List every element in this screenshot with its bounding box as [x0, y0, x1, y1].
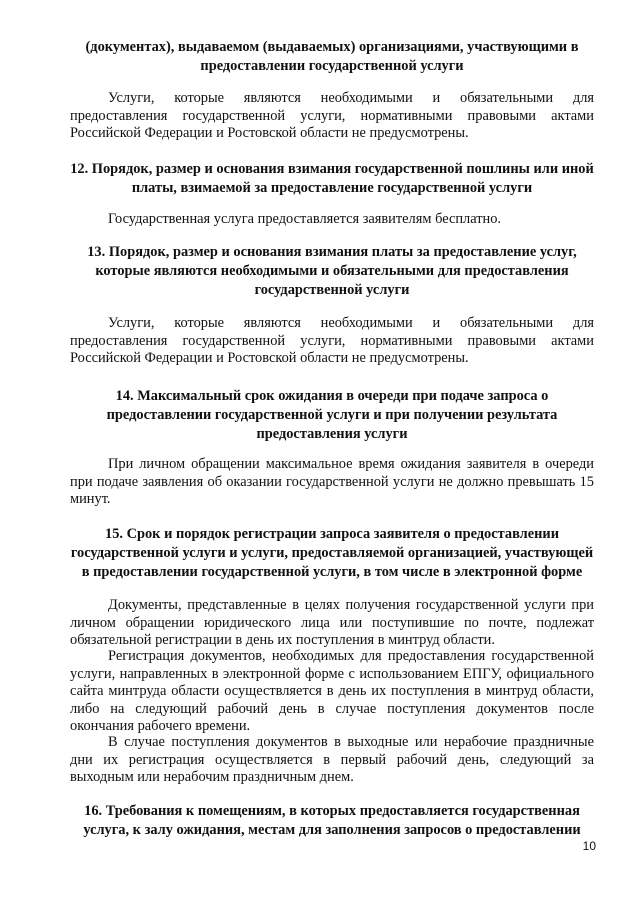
paragraph-11-services: Услуги, которые являются необходимыми и обязательными для предоставления государственной услуги, нормативными правовыми актами Российской Федерации и Ростовской области не предусмотрены. — [70, 90, 594, 142]
paragraph-14-queue-time: При личном обращении максимальное время ожидания заявителя в очереди при подаче заявления об оказании государственной услуги не должно превышать 15 минут. — [70, 456, 594, 508]
section-heading-13: 13. Порядок, размер и основания взимания платы за предоставление услуг, которые являются необходимыми и обязательными для предоставления государственной услуги — [87, 244, 577, 298]
paragraph-15-holidays: В случае поступления документов в выходные или нерабочие праздничные дни их регистрация осуществляется в первый рабочий день, следующий за выходным или нерабочим праздничным днем. — [70, 734, 594, 786]
section-heading-continuation: (документах), выдаваемом (выдаваемых) организациями, участвующими в предоставлении государственной услуги — [85, 39, 579, 74]
paragraph-13-services: Услуги, которые являются необходимыми и обязательными для предоставления государственной услуги, нормативными правовыми актами Российской Федерации и Ростовской области не предусмотрены. — [70, 315, 594, 367]
section-heading-16: 16. Требования к помещениям, в которых предоставляется государственная услуга, к залу ожидания, местам для заполнения запросов о предоставлении — [83, 803, 581, 838]
section-heading-15: 15. Срок и порядок регистрации запроса заявителя о предоставлении государственной услуги и услуги, предоставляемой организацией, участвующей в предоставлении государственной услуги, в том числе в электронной форме — [70, 526, 594, 580]
page-number: 10 — [582, 839, 596, 853]
paragraph-15-registration: Документы, представленные в целях получения государственной услуги при личном обращении юридического лица или поступившие по почте, подлежат обязательной регистрации в день их поступления в минтруд области. — [70, 597, 594, 649]
paragraph-12-free: Государственная услуга предоставляется заявителям бесплатно. — [108, 211, 502, 227]
section-heading-14: 14. Максимальный срок ожидания в очереди при подаче запроса о предоставлении государственной услуги и при получении результата предоставления услуги — [106, 388, 558, 442]
paragraph-15-electronic: Регистрация документов, необходимых для предоставления государственной услуги, направленных в электронной форме с использованием ЕПГУ, официального сайта минтруда области осуществляется в день их поступления в минтруд области, либо на следующий рабочий день в случае поступления документов после окончания рабочего времени. — [70, 648, 594, 735]
section-heading-12: 12. Порядок, размер и основания взимания государственной пошлины или иной платы, взимаемой за предоставление государственной услуги — [70, 161, 594, 196]
